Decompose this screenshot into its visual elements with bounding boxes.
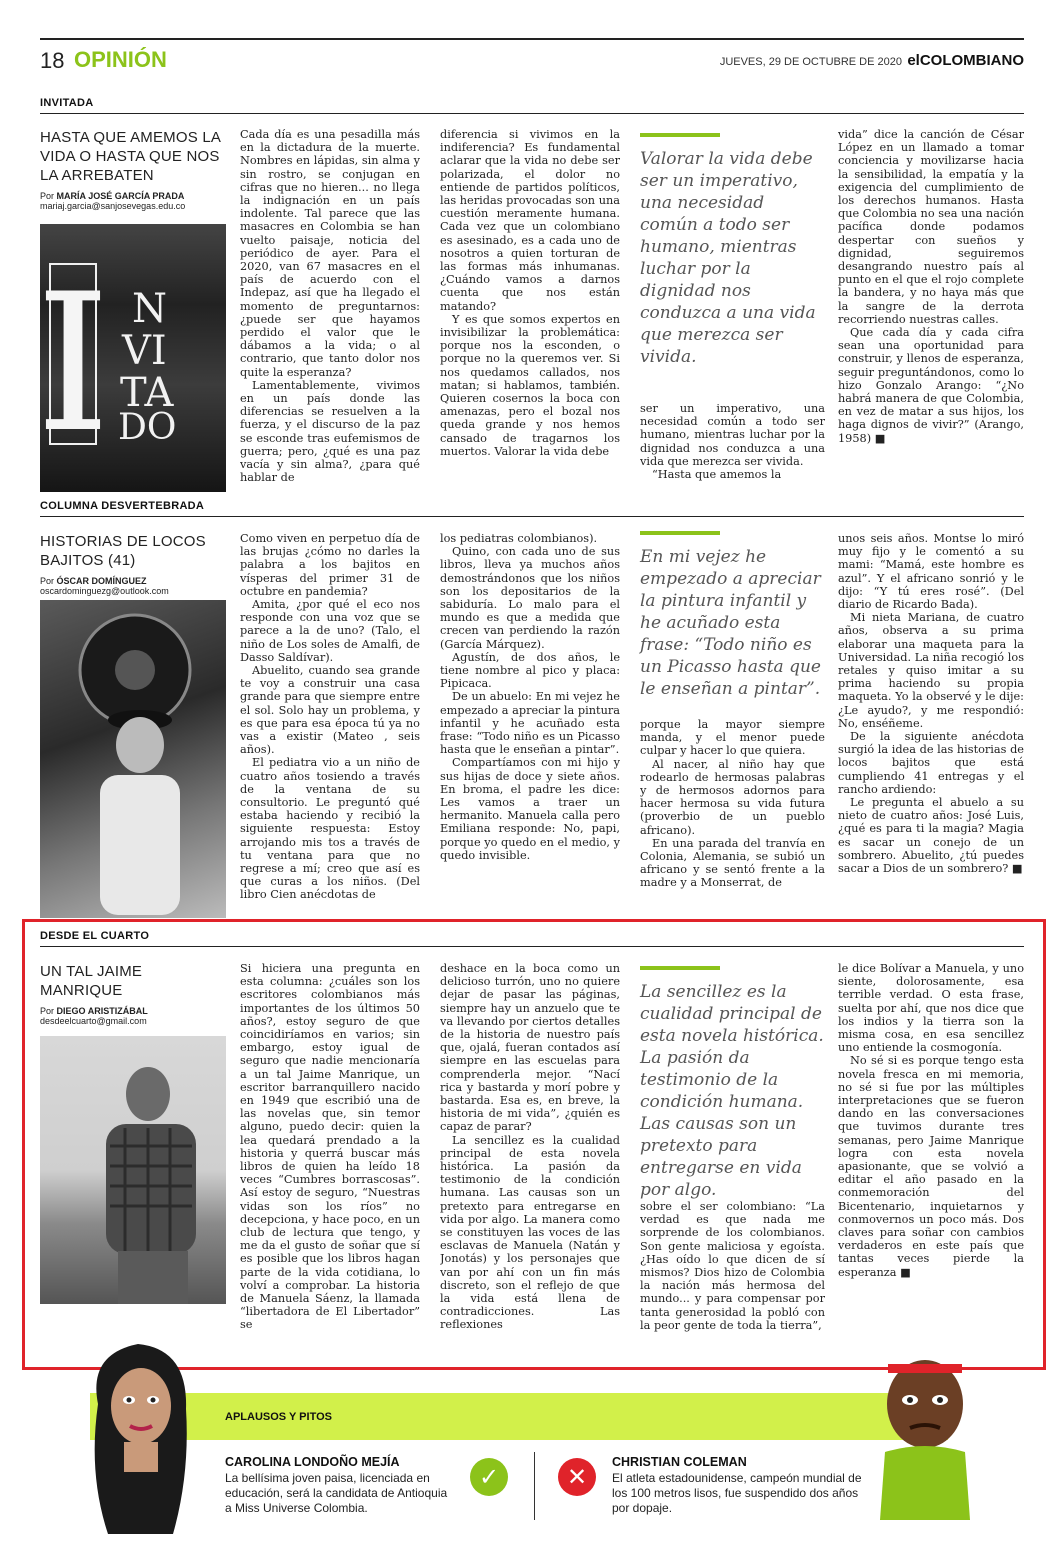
- masthead: [40, 38, 1024, 74]
- section-title: OPINIÓN: [74, 47, 167, 72]
- pull-quote: En mi vejez he empezado a apreciar la pintura infantil y he acuñado esta frase: “Todo niño es un Picasso hasta que le enseñan a pintar”.: [640, 547, 821, 699]
- issue-date: JUEVES, 29 DE OCTUBRE DE 2020: [719, 56, 902, 68]
- svg-text:N: N: [132, 286, 167, 332]
- section-label-cuarto: DESDE EL CUARTO: [40, 930, 150, 942]
- byline: Por MARÍA JOSÉ GARCÍA PRADA: [40, 191, 185, 201]
- svg-text:I: I: [40, 253, 111, 474]
- cuarto-column-4: le dice Bolívar a Manuela, y uno siente, dolorosamente, esa terrible verdad. O esta frase, suelta por ahí, que nos dice que los indios y la tierra son la misma cosa, en esa sencillez uno entiende la cosmogonía. No sé si es porque tengo esta novela fresca en mi memoria, no sé si fue por las múltiples interpretaciones que se fueron dando en las conversaciones que tuvimos durante tres semanas, pero Jaime Manrique logra con esta novela apasionante, que se volvió a editar el año pasado en la conmemoración del Bicentenario, inquietarnos y conmovernos un poco más. Dos claves para soñar con cambios verdaderos en este país que tantas veces pierde la esperanza ■: [838, 962, 1024, 1279]
- article-title: HISTORIAS DE LOCOS BAJITOS (41): [40, 533, 206, 569]
- byline: Por DIEGO ARISTIZÁBAL: [40, 1006, 148, 1016]
- portrait-placeholder-icon: [40, 600, 226, 918]
- author-email: oscardominguezg@outlook.com: [40, 586, 169, 596]
- invitada-logo-image: [40, 224, 226, 492]
- portrait-placeholder-icon: [40, 1036, 226, 1304]
- aplauso-text: La bellísima joven paisa, licenciada en educación, será la candidata de Antioquia a Miss Universe Colombia.: [225, 1471, 448, 1515]
- footer-divider: [534, 1452, 535, 1520]
- invitada-column-4: vida” dice la canción de César López en un llamado a tomar conciencia y movilizarse hacia la sensibilidad, la empatía y la exigencia del cumplimiento de los derechos humanos. Hasta que Colombia no sea una nación pacífica donde podamos despertar con sueños y dignidad, seguiremos desangrando nuestro país al punto en el que el rojo complete la bandera, y no haya más que la sangre de la derrota recorriendo nuestras calles. Que cada día y cada cifra sean una oportunidad para construir, y llenos de esperanza, seguir preguntándonos, como lo hizo Gonzalo Arango: “¿No habrá manera de que Colombia, en vez de matar a sus hijos, los haga dignos de vivir?” (Arango, 1958) ■: [838, 128, 1024, 445]
- quote-accent-bar: [640, 133, 720, 137]
- invitada-column-1: Cada día es una pesadilla más en la dictadura de la muerte. Nombres en lápidas, sin alma y sin rostro, se conjugan en cifras que no hieren... no llega la indignación en un país indolente. Tal parece que las masacres en Colombia se han vuelto paisaje, noticia del periódico de ayer. Para el 2020, van 67 masacres en el país de acuerdo con el Indepaz, así que ha llegado el momento de preguntarnos: ¿puede ser que hayamos perdido el valor que le dábamos a la vida; o al contrario, que tanto dolor nos quite la esperanza? Lamentablemente, vivimos en un país donde las diferencias se resuelven a la fuerza, y el discurso de la paz se esconde tras eufemismos de guerra; pero, ¿qué es una paz vacía y sin alma?, ¿para qué hablar de: [240, 128, 420, 485]
- aplausos-band: [90, 1393, 948, 1440]
- aplauso-name: CAROLINA LONDOÑO MEJÍA: [225, 1455, 400, 1469]
- page-number: 18: [40, 48, 65, 73]
- invitada-column-2: diferencia si vivimos en la indiferencia? Es fundamental aclarar que la vida no debe ser polarizada, el dolor no entiende de partidos políticos, las heridas provocadas son una cuestión meramente humana. Cada vez que un colombiano es asesinado, es a cada uno de nosotros a quien torturan de las formas más inhumanas. ¿Cuándo vamos a darnos cuenta que nos están matando? Y es que somos expertos en invisibilizar la problemática: porque nos la esconden, o porque no la queremos ver. Si nos quedamos callados, nos matan; si hablamos, también. Quieren cosernos la boca con amenazas, pero el bozal nos queda grande y nos hemos cansado de tragarnos los muertos. Valorar la vida debe: [440, 128, 620, 458]
- author-email: mariaj.garcia@sanjosevegas.edu.co: [40, 201, 186, 211]
- check-icon: ✓: [470, 1458, 508, 1496]
- svg-text:TA: TA: [120, 370, 174, 416]
- desvertebrada-column-2: los pediatras colombianos). Quino, con cada uno de sus libros, lleva ya muchos años demostrándonos que los niños son los depositarios de la sabiduría. Lo malo para el mundo es que a medida que crecen van perdiendo la razón (García Márquez). Agustín, de dos años, le tiene nombre al pico y placa: Pipicaca. De un abuelo: En mi vejez he empezado a apreciar la pintura infantil y he acuñado esta frase: “Todo niño es un Picasso hasta que le enseñan a pintar”. Compartíamos con mi hijo y sus hijas de doce y siete años. En broma, el padre les dice: Les vamos a traer un hermanito. Manuela calla pero Emiliana responde: No, papi, porque yo quedo en el medio, y quedo invisible.: [440, 532, 620, 862]
- section-label-invitada: INVITADA: [40, 97, 94, 109]
- invitada-column-3: ser un imperativo, una necesidad común a todo ser humano, mientras luchar por la dignidad nos conduzca a una vida que merezca ser vivida. “Hasta que amemos la: [640, 402, 825, 482]
- article-title: UN TAL JAIME MANRIQUE: [40, 963, 143, 999]
- author-email: desdeelcuarto@gmail.com: [40, 1016, 147, 1026]
- cross-icon: ✕: [558, 1458, 596, 1496]
- pull-quote: La sencillez es la cualidad principal de esta novela histórica. La pasión da testimonio de la condición humana. Las causas son un pretexto para entregarse en vida por algo.: [640, 982, 824, 1200]
- section-label-aplausos: APLAUSOS Y PITOS: [225, 1411, 332, 1423]
- invitado-logo-icon: [40, 224, 226, 492]
- desvertebrada-sidebar: [40, 532, 226, 596]
- invitada-sidebar: [40, 128, 226, 211]
- newspaper-logo: elCOLOMBIANO: [907, 52, 1024, 69]
- section-label-desvertebrada: COLUMNA DESVERTEBRADA: [40, 500, 205, 512]
- svg-text:DO: DO: [118, 407, 177, 448]
- cuarto-column-3: sobre el ser colombiano: “La verdad es que nada me sorprende de los colombianos. Son gente maliciosa y egoísta. ¿Has oído lo que dicen de sí mismos? Dios hizo de Colombia la nación más hermosa del mundo... y para compensar por tanta generosidad la pobló con la peor gente de toda la tierra”,: [640, 1200, 825, 1332]
- section-divider: [40, 113, 1024, 114]
- author-photo-dominguez: [40, 600, 226, 918]
- desvertebrada-column-1: Como viven en perpetuo día de las brujas ¿cómo no darles la palabra a los bajitos en vísperas del primer 31 de octubre en pandemia? Amita, ¿por qué el eco nos responde con una voz que se parece a la de uno? (Talo, el niño de Los soles de Amalfi, de Dasso Saldívar). Abuelito, cuando sea grande te voy a construir una casa grande para que siempre entre el sol. Solo hay un problema, y es que para esa época tú ya no vas a existir (Mateo , seis años). El pediatra vio a un niño de cuatro años tosiendo a través de la ventana de su consultorio. Le preguntó qué estaba haciendo y recibió la siguiente respuesta: Estoy arrojando mis tos a través de tu ventana para que no regrese a mí; creo que así es que curas a los niños. (Del libro Cien anécdotas de: [240, 532, 420, 902]
- author-name: ÓSCAR DOMÍNGUEZ: [56, 576, 147, 586]
- section-divider: [40, 946, 1024, 947]
- quote-accent-bar: [640, 531, 720, 535]
- desvertebrada-column-4: unos seis años. Montse lo miró muy fijo y le comentó a su mami: “Mamá, este hombre es azul”. Y el africano sonrió y le dijo: “Y tú eres rosé”. (Del diario de Ricardo Bada). Mi nieta Mariana, de cuatro años, observa a su prima elaborar una maqueta para la Universidad. La niña recogió los retales y quiso imitar a su prima haciendo su propia maqueta. Yo la observé y le dije: ¿Le ayudo?, y me respondió: No, enséñeme. De la siguiente anécdota surgió la idea de las historias de locos bajitos que está cumpliendo 41 entregas y el rancho ardiendo: Le pregunta el abuelo a su nieto de cuatro años: José Luis, ¿qué es para ti la magia? Magia es sacar un conejo de un sombrero. Abuelito, ¿tú puedes sacar a Dios de un sombrero? ■: [838, 532, 1024, 876]
- quote-accent-bar: [640, 966, 720, 970]
- author-name: DIEGO ARISTIZÁBAL: [56, 1006, 148, 1016]
- svg-text:VI: VI: [122, 328, 167, 374]
- woman-caricature-icon: [78, 1334, 208, 1544]
- man-caricature-icon: [870, 1342, 980, 1522]
- article-title: HASTA QUE AMEMOS LA VIDA O HASTA QUE NOS LA ARREBATEN: [40, 129, 221, 184]
- pull-quote: Valorar la vida debe ser un imperativo, una necesidad común a todo ser humano, mientras luchar por la dignidad nos conduzca a una vida que merezca ser vivida.: [640, 149, 816, 367]
- author-photo-aristizabal: [40, 1036, 226, 1304]
- desvertebrada-column-3: porque la mayor siempre manda, y el menor puede culpar y hacer lo que quiera. Al nacer, al niño hay que rodearlo de hermosas palabras y de hermosos adornos para hacer hermosa su vida futura (proverbio de un pueblo africano). En una parada del tranvía en Colonia, Alemania, se subió un africano y se sentó frente a la madre y a Monserrat, de: [640, 718, 825, 890]
- section-divider: [40, 516, 1024, 517]
- cuarto-column-1: Si hiciera una pregunta en esta columna: ¿cuáles son los escritores colombianos más importantes de los últimos 50 años?, estoy seguro de que coincidiríamos en varios; sin embargo, estoy igual de seguro que nadie mencionaría a un tal Jaime Manrique, un escritor barranquillero nacido en 1949 que escribió una de las novelas que, sin temor alguno, puedo decir: quien la lea quedará prendado a la historia y querrá buscar más libros de quien ha leído 18 veces “Cumbres borrascosas”. Así estoy de seguro, “Nuestras vidas son los ríos” no decepciona, y hace poco, en un club de lectura que tengo, y me da el gusto de soñar que sí es posible que los libros hagan parte de la vida cotidiana, lo volví a comprobar. La historia de Manuela Sáenz, la llamada “libertadora de El Libertador” se: [240, 962, 420, 1332]
- author-name: MARÍA JOSÉ GARCÍA PRADA: [56, 191, 185, 201]
- pito-name: CHRISTIAN COLEMAN: [612, 1455, 747, 1469]
- cuarto-sidebar: [40, 962, 226, 1026]
- cuarto-column-2: deshace en la boca como un delicioso turrón, uno no quiere dejar de pasar las páginas, siempre hay un anzuelo que te va llevando por ciertos detalles de la historia de nuestro país que, ojalá, fueran contados así siempre en las escuelas para comprenderla mejor. “Nací rica y bastarda y morí pobre y bastarda. Esa es, en breve, la historia de mi vida”, ¿quién es capaz de parar? La sencillez es la cualidad principal de esta novela histórica. La pasión da testimonio de la condición humana. Las causas son un pretexto para entregarse en vida por algo. La manera como se constituyen las voces de las esclavas de Manuela (Natán y Jonotás) y los personajes que van por ahí con un fin más discreto, son el reflejo de que la vida está llena de contradicciones. Las reflexiones: [440, 962, 620, 1332]
- byline: Por ÓSCAR DOMÍNGUEZ: [40, 576, 147, 586]
- pito-text: El atleta estadounidense, campeón mundial de los 100 metros lisos, fue suspendido dos años por dopaje.: [612, 1471, 862, 1515]
